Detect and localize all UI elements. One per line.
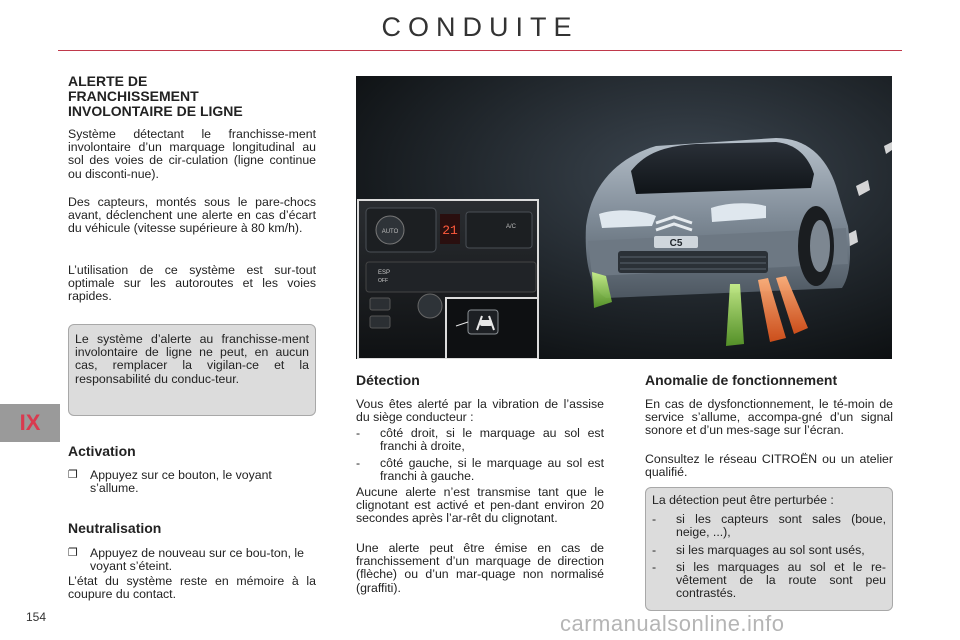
esp-label: ESP <box>378 270 391 276</box>
checkbox-bullet-icon: ❐ <box>68 469 78 481</box>
alert-title-line-3: INVOLONTAIRE DE LIGNE <box>68 103 243 119</box>
car-badge: C5 <box>669 238 683 249</box>
anomaly-title: Anomalie de fonctionnement <box>645 372 838 388</box>
alert-title-line-2: FRANCHISSEMENT <box>68 88 199 104</box>
page-number: 154 <box>26 610 47 624</box>
detection-intro: Vous êtes alerté par la vibration de l’assise du siège conducteur : <box>356 397 604 425</box>
detection-note-intro: La détection peut être perturbée : <box>652 493 834 507</box>
chapter-label: IX <box>19 410 41 435</box>
svg-text:21: 21 <box>442 223 458 238</box>
neutralisation-step <box>68 547 316 573</box>
checkbox-bullet-icon: ❐ <box>68 547 78 559</box>
neutralisation-title: Neutralisation <box>68 520 162 536</box>
detection-item-text: côté gauche, si le marquage au sol est franchi à gauche. <box>380 456 604 484</box>
ac-button-label: A/C <box>506 224 517 230</box>
activation-step <box>68 469 316 495</box>
detection-note-item-text: si les marquages au sol et le re-vêtement de la route sont peu contrastés. <box>676 559 886 601</box>
neutralisation-step-text: Appuyez de nouveau sur ce bou-ton, le voyant s’éteint. <box>90 546 304 574</box>
anomaly-paragraph-1: En cas de dysfonctionnement, le té-moin de service s’allume, accompa-gné d’un signal sonore et d’un mes-sage sur l’écran. <box>645 397 893 438</box>
detection-note-item <box>652 561 886 601</box>
detection-note-box <box>645 487 893 611</box>
alert-paragraph-2: Des capteurs, montés sous le pare-chocs avant, déclenchent une alerte en cas d’écart du véhicule (vitesse supérieure à 80 km/h). <box>68 195 316 236</box>
detection-item-right <box>356 427 604 453</box>
esp-off-label: OFF <box>378 278 388 284</box>
dash-bullet: - <box>652 542 657 557</box>
detection-note-item-text: si les marquages au sol sont usés, <box>676 542 865 557</box>
detection-note-item <box>652 513 886 539</box>
detection-paragraph-3: Une alerte peut être émise en cas de franchissement d’un marquage de direction (flèche) ou d’un mar-quage non normalisé (graffiti). <box>356 541 604 595</box>
watermark: carmanualsonline.info <box>560 611 785 636</box>
detection-title: Détection <box>356 372 420 388</box>
detection-note-item <box>652 544 886 557</box>
chapter-tab <box>0 404 60 442</box>
auto-button-label: AUTO <box>381 229 399 235</box>
warning-note-text: Le système d’alerte au franchisse-ment involontaire de ligne ne peut, en aucun cas, remplacer la vigilan-ce et la responsabilité du conduc-teur. <box>75 332 309 386</box>
dash-bullet: - <box>356 426 361 440</box>
activation-title: Activation <box>68 443 136 459</box>
alert-title-line-1: ALERTE DE <box>68 73 148 89</box>
car-illustration-svg <box>356 76 892 359</box>
alert-paragraph-1: Système détectant le franchisse-ment involontaire d’un marquage longitudinal au sol des voies de cir-culation (ligne continue ou disconti-nue). <box>68 127 316 181</box>
anomaly-paragraph-2: Consultez le réseau CITROËN ou un atelier qualifié. <box>645 452 893 480</box>
dash-bullet: - <box>356 456 361 470</box>
detection-item-left <box>356 457 604 483</box>
alert-paragraph-3: L’utilisation de ce système est sur-tout optimale sur les autoroutes et les voies rapides. <box>68 263 316 304</box>
detection-item-text: côté droit, si le marquage au sol est franchi à droite, <box>380 426 604 454</box>
dash-bullet: - <box>652 512 657 527</box>
neutralisation-memory-text: L’état du système reste en mémoire à la coupure du contact. <box>68 574 316 602</box>
header-divider <box>58 50 902 51</box>
car-lane-illustration <box>356 76 892 359</box>
alert-section-title <box>68 74 316 119</box>
detection-note-item-text: si les capteurs sont sales (boue, neige, ...), <box>676 512 886 540</box>
warning-note-box <box>68 324 316 416</box>
detection-paragraph-2: Aucune alerte n’est transmise tant que le clignotant est activé et pen-dant environ 20 secondes après l’ar-rêt du clignotant. <box>356 485 604 526</box>
activation-step-text: Appuyez sur ce bouton, le voyant s’allume. <box>90 468 272 496</box>
page-title: CONDUITE <box>381 12 579 42</box>
dash-bullet: - <box>652 559 657 574</box>
